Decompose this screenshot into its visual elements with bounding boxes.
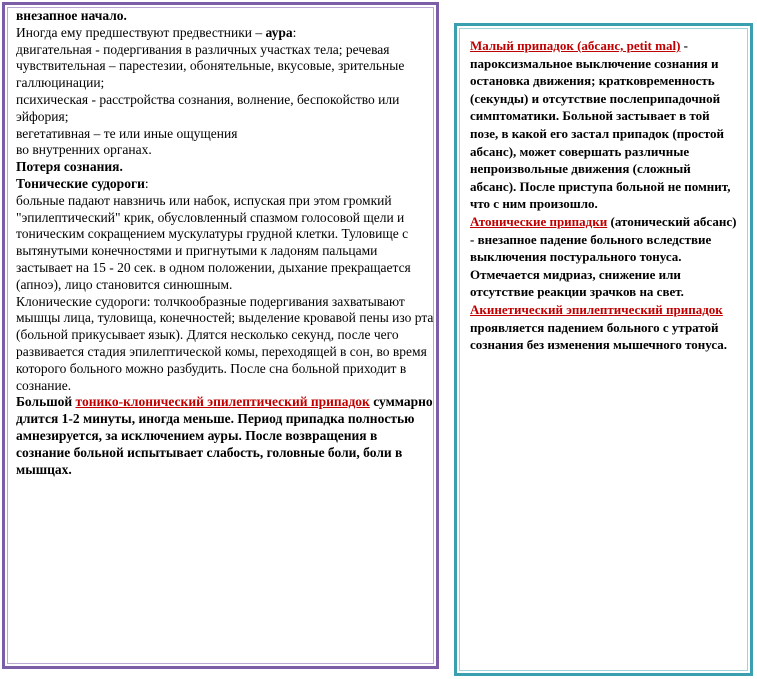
petit-mal-description: - пароксизмальное выключение сознания и остановка движения; кратковременность (секунды) и отсутствие послеприпадочной симптоматики. Больной застывает в той позе, в какой его застал припадок (простой абсанс), может совершать различные непроизвольные движения (сложный абсанс). После приступа больной не помнит, что с ним произошло. — [470, 38, 731, 212]
heading-tonic-seizures: Тонические судороги — [16, 175, 145, 191]
atonic-description: (атонический абсанс) - внезапное падение больного вследствие выключения постурального тонуса. Отмечается мидриаз, снижение или отсутствие реакции зрачков на свет. — [470, 213, 737, 300]
grand-mal-description: суммарно длится 1-2 минуты, иногда меньше. Период припадка полностью амнезируется, за исключением ауры. После возвращения в сознание больной испытывает слабость, головные боли, боли в мышцах. — [16, 394, 433, 477]
petit-mal-term: Малый припадок (абсанс, petit mal) — [470, 38, 681, 53]
akinetic-description: проявляется падением больного с утратой сознания без изменения мышечного тонуса. — [470, 319, 728, 353]
right-text-column — [470, 37, 740, 354]
grand-mal-prefix: Большой — [16, 394, 76, 410]
line-psychic-aura: психическая - расстройства сознания, волнение, беспокойство или эйфория; — [16, 91, 400, 124]
aura-colon: : — [292, 24, 297, 40]
line-internal-organs: во внутренних органах. — [16, 142, 152, 158]
tonic-colon: : — [144, 175, 149, 191]
paragraph-atonic — [470, 213, 740, 301]
line-vegetative-aura: вегетативная – те или иные ощущения — [16, 125, 238, 141]
aura-term: аура — [265, 24, 293, 40]
aura-intro-text: Иногда ему предшествуют предвестники – — [16, 24, 266, 40]
line-sensory-aura: чувствительная – парестезии, обонятельные, вкусовые, зрительные галлюцинации; — [16, 58, 405, 91]
heading-tonic-seizures-line — [16, 176, 434, 193]
line-sudden-onset: внезапное начало. — [16, 8, 127, 23]
paragraph-akinetic — [470, 301, 740, 354]
paragraph-tonic: больные падают навзничь или набок, испуская при этом громкий "эпилептический" крик, обусловленный спазмом голосовой щели и тоническим сокращением мускулатуры грудной клетки. Туловище с вытянутыми конечностями и пригнутыми к ладоням пальцами застывает на 15 - 20 сек. в одном положении, дыхание прекращается (апноэ), лицо становится синюшным. — [16, 192, 411, 292]
paragraph-petit-mal — [470, 37, 740, 213]
grand-mal-term: тонико-клонический эпилептический припадок — [75, 394, 370, 410]
line-motor-aura: двигательная - подергивания в различных участках тела; речевая — [16, 41, 390, 57]
akinetic-term: Акинетический эпилептический припадок — [470, 301, 723, 317]
atonic-term: Атонические припадки — [470, 213, 608, 229]
paragraph-grand-mal — [16, 394, 434, 478]
heading-loss-of-consciousness: Потеря сознания. — [16, 159, 123, 175]
paragraph-clonic: Клонические судороги: толчкообразные подергивания захватывают мышцы лица, туловища, конечностей; выделение кровавой пены изо рта (больной прикусывает язык). Длятся несколько секунд, после чего развивается стадия эпилептической комы, переходящей в сон, во время которого больного можно разбудить. После сна больной приходит в сознание. — [16, 293, 434, 393]
line-aura-intro — [16, 25, 434, 42]
left-text-column — [16, 8, 434, 478]
